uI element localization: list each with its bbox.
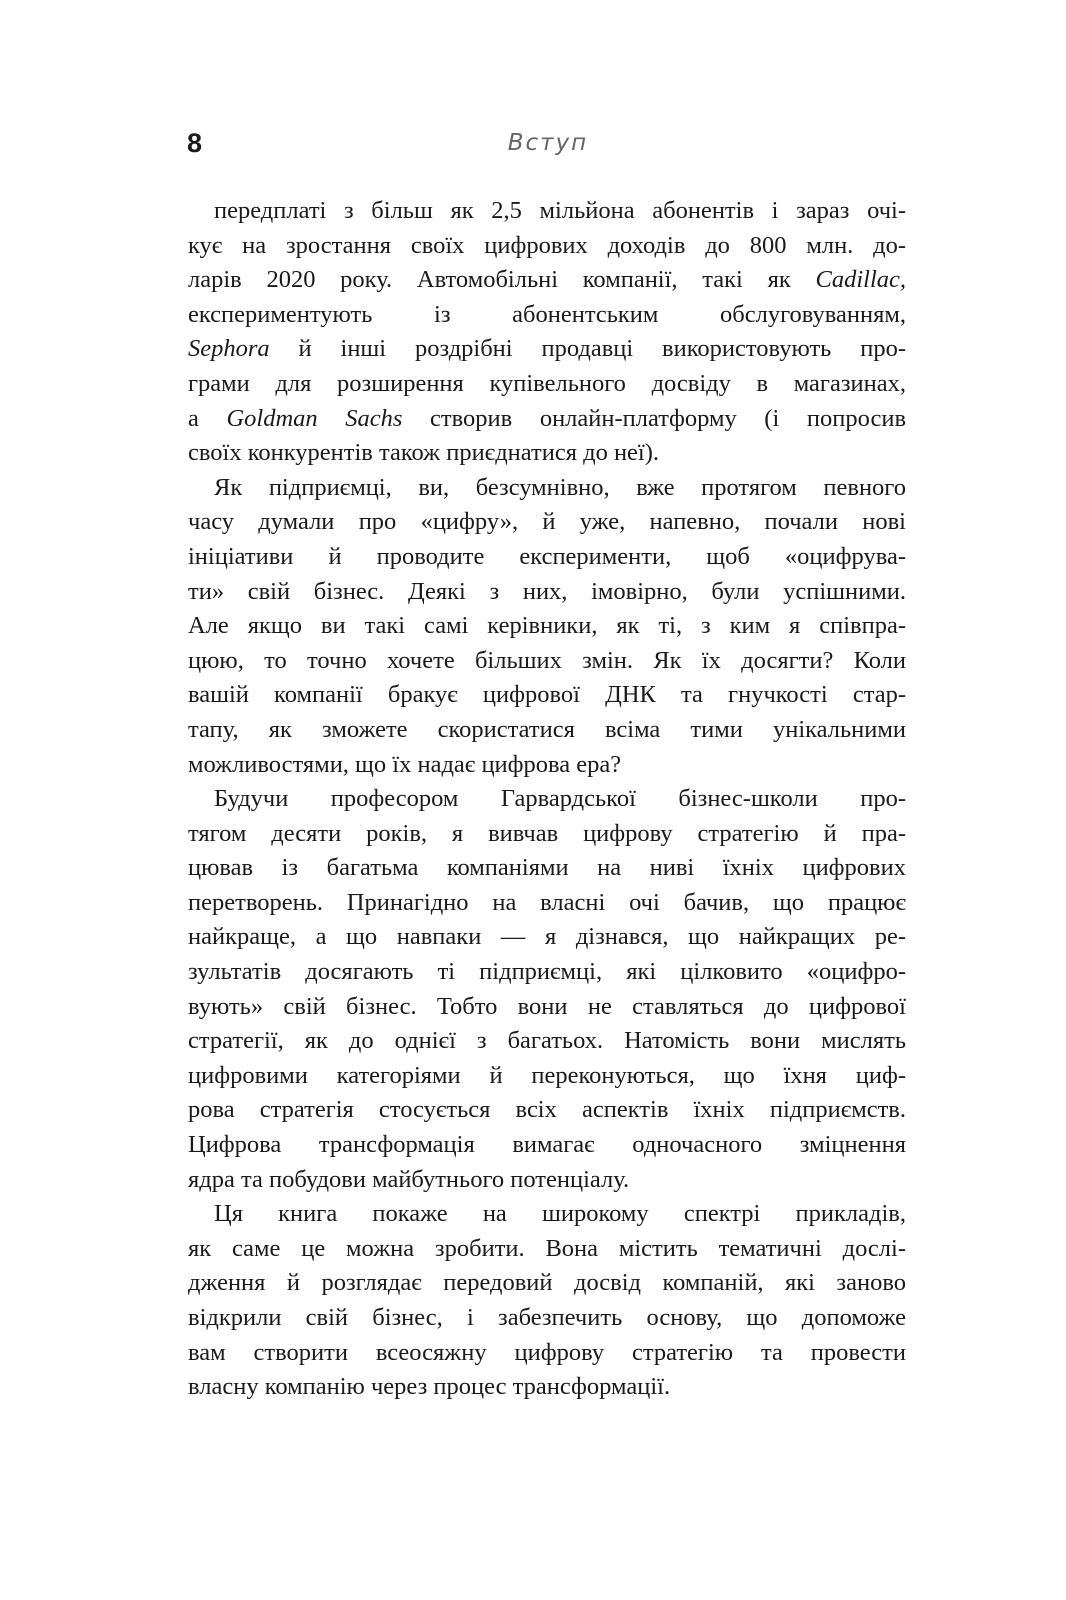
text-line <box>188 1062 906 1097</box>
text-line <box>188 301 906 336</box>
text-line <box>188 197 906 232</box>
text-line <box>188 889 906 924</box>
text-segment: ініціативи й проводите експерименти, щоб «оцифрува- <box>188 542 906 570</box>
text-segment: вашій компанії бракує цифрової ДНК та гнучкості стар- <box>188 681 906 709</box>
text-segment: як саме це можна зробити. Вона містить тематичні дослі- <box>188 1234 906 1262</box>
text-segment: й інші роздрібні продавці використовують про- <box>269 335 906 363</box>
text-segment: створив онлайн-платформу (і попросив <box>402 404 907 432</box>
text-segment: відкрили свій бізнес, і забезпечить основу, що допоможе <box>188 1304 906 1331</box>
text-segment: Будучи професором Гарвардської бізнес-школи про- <box>214 785 906 813</box>
text-segment: ядра та побудови майбутнього потенціалу. <box>188 1165 630 1193</box>
text-line <box>188 508 906 543</box>
text-segment: вам створити всеосяжну цифрову стратегію та провести <box>188 1338 906 1366</box>
body-text <box>188 197 906 1408</box>
text-segment: Цифрова трансформація вимагає одночасного зміцнення <box>188 1131 906 1159</box>
text-segment: можливостями, що їх надає цифрова ера? <box>188 750 622 778</box>
running-title: Вступ <box>507 130 589 156</box>
text-line <box>188 1339 906 1374</box>
text-segment: стратегії, як до однієї з багатьох. Натомість вони мислять <box>188 1027 906 1055</box>
text-line <box>188 751 906 786</box>
text-segment: а <box>188 404 227 432</box>
text-segment: ларів 2020 року. Автомобільні компанії, такі як <box>188 266 816 294</box>
text-line <box>188 1166 906 1201</box>
text-segment: власну компанію через процес трансформації. <box>188 1373 671 1401</box>
text-line <box>188 439 906 474</box>
text-segment: найкраще, а що навпаки — я дізнався, що найкращих ре- <box>188 923 906 951</box>
text-segment: тапу, як зможете скористатися всіма тими унікальними <box>188 715 906 743</box>
text-line <box>188 854 906 889</box>
text-segment: зультатів досягають ті підприємці, які цілковито «оцифро- <box>188 958 906 986</box>
text-line <box>188 612 906 647</box>
text-line <box>188 578 906 613</box>
text-line <box>188 370 906 405</box>
text-line <box>188 405 906 440</box>
text-line <box>188 923 906 958</box>
text-segment: дження й розглядає передовий досвід компаній, які заново <box>188 1269 906 1297</box>
text-line <box>188 1235 906 1270</box>
text-line <box>188 1200 906 1235</box>
text-segment: своїх конкурентів також приєднатися до неї). <box>188 439 660 467</box>
text-segment: Але якщо ви такі самі керівники, як ті, з ким я співпра- <box>188 612 906 640</box>
text-line <box>188 1304 906 1339</box>
text-segment: тягом десяти років, я вивчав цифрову стратегію й пра- <box>188 819 906 847</box>
text-line <box>188 1096 906 1131</box>
italic-text: Cadillac, <box>815 266 906 294</box>
paragraph <box>188 785 906 1200</box>
text-segment: Як підприємці, ви, безсумнівно, вже протягом певного <box>214 473 906 501</box>
text-line <box>188 716 906 751</box>
text-segment: цюю, то точно хочете більших змін. Як їх досягти? Коли <box>188 646 906 674</box>
text-line <box>188 543 906 578</box>
text-segment: кує на зростання своїх цифрових доходів до 800 млн. до- <box>188 231 906 259</box>
text-segment: перетворень. Принагідно на власні очі бачив, що працює <box>188 888 906 916</box>
paragraph <box>188 1200 906 1408</box>
text-segment: експериментують із абонентським обслуговуванням, <box>188 300 906 328</box>
text-segment: передплаті з більш як 2,5 мільйона абонентів і зараз очі- <box>214 197 906 224</box>
text-segment: вують» свій бізнес. Тобто вони не ставляться до цифрової <box>188 992 906 1020</box>
text-segment: цифровими категоріями й переконуються, що їхня циф- <box>188 1061 906 1089</box>
text-line <box>188 681 906 716</box>
text-segment: грами для розширення купівельного досвіду в магазинах, <box>188 369 906 397</box>
text-line <box>188 647 906 682</box>
text-line <box>188 958 906 993</box>
text-segment: часу думали про «цифру», й уже, напевно, почали нові <box>188 508 906 536</box>
text-line <box>188 232 906 267</box>
text-line <box>188 1027 906 1062</box>
italic-text: Sephora <box>188 335 270 363</box>
text-line <box>188 820 906 855</box>
text-segment: ти» свій бізнес. Деякі з них, імовірно, були успішними. <box>188 577 906 605</box>
paragraph <box>188 474 906 785</box>
text-line <box>188 1269 906 1304</box>
text-segment: Ця книга покаже на широкому спектрі прикладів, <box>214 1200 906 1228</box>
text-line <box>188 1373 906 1408</box>
page-number: 8 <box>187 128 203 158</box>
text-segment: рова стратегія стосується всіх аспектів їхніх підприємств. <box>188 1096 906 1124</box>
text-line <box>188 993 906 1028</box>
text-line <box>188 785 906 820</box>
text-line <box>188 474 906 509</box>
text-line <box>188 1131 906 1166</box>
text-line <box>188 335 906 370</box>
italic-text: Goldman Sachs <box>226 404 403 432</box>
text-segment: цював із багатьма компаніями на ниві їхніх цифрових <box>188 854 906 882</box>
paragraph <box>188 197 906 474</box>
text-line <box>188 266 906 301</box>
